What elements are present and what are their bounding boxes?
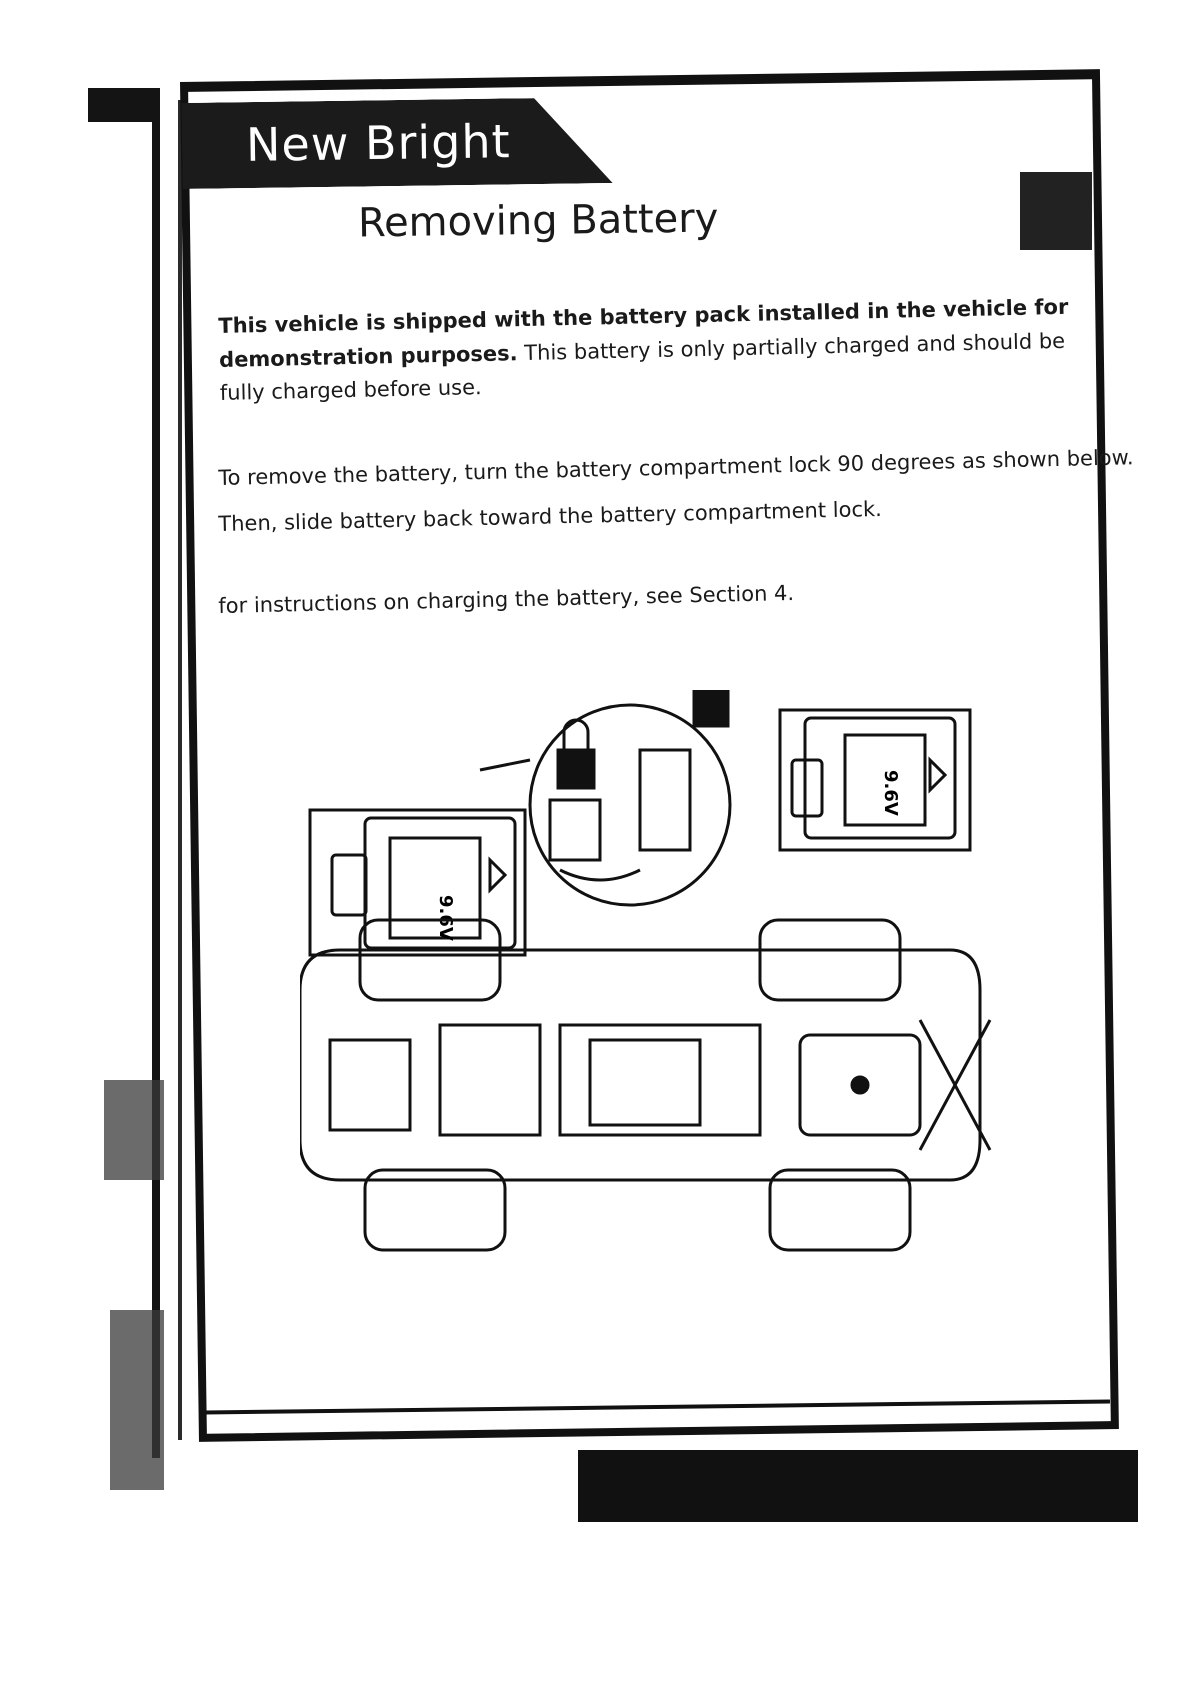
page-title: Removing Battery [357,195,719,247]
scan-noise [104,1080,164,1180]
charging-reference: for instructions on charging the battery, see Section 4. [218,580,795,618]
scan-artifact-bar [88,88,158,122]
scan-artifact-stripe [152,88,160,1458]
vehicle-battery-diagram [300,690,1050,1330]
battery-compartment-right [780,710,970,850]
intro-bold-text: This vehicle is shipped with the battery pack installed in the vehicle for demonstration purposes. [218,294,1069,372]
corner-marker [1020,172,1092,250]
brand-name: New Bright [245,114,511,172]
battery-label-right: 9.6V [880,770,901,816]
battery-compartment-left [310,810,525,955]
battery-label-left: 9.6V [435,895,456,941]
vehicle-underside [300,920,990,1250]
lock-detail-circle [480,690,730,905]
scan-artifact-stripe-thin [178,100,182,1440]
scan-artifact-bottom-bar [578,1450,1138,1522]
intro-paragraph [218,290,1100,411]
instruction-line-2: Then, slide battery back toward the battery compartment lock. [218,496,883,536]
scan-noise [110,1310,164,1490]
intro-regular-text: This battery is only partially charged and should be fully charged before use. [219,328,1066,406]
instruction-line-1: To remove the battery, turn the battery compartment lock 90 degrees as shown below. [218,445,1134,490]
